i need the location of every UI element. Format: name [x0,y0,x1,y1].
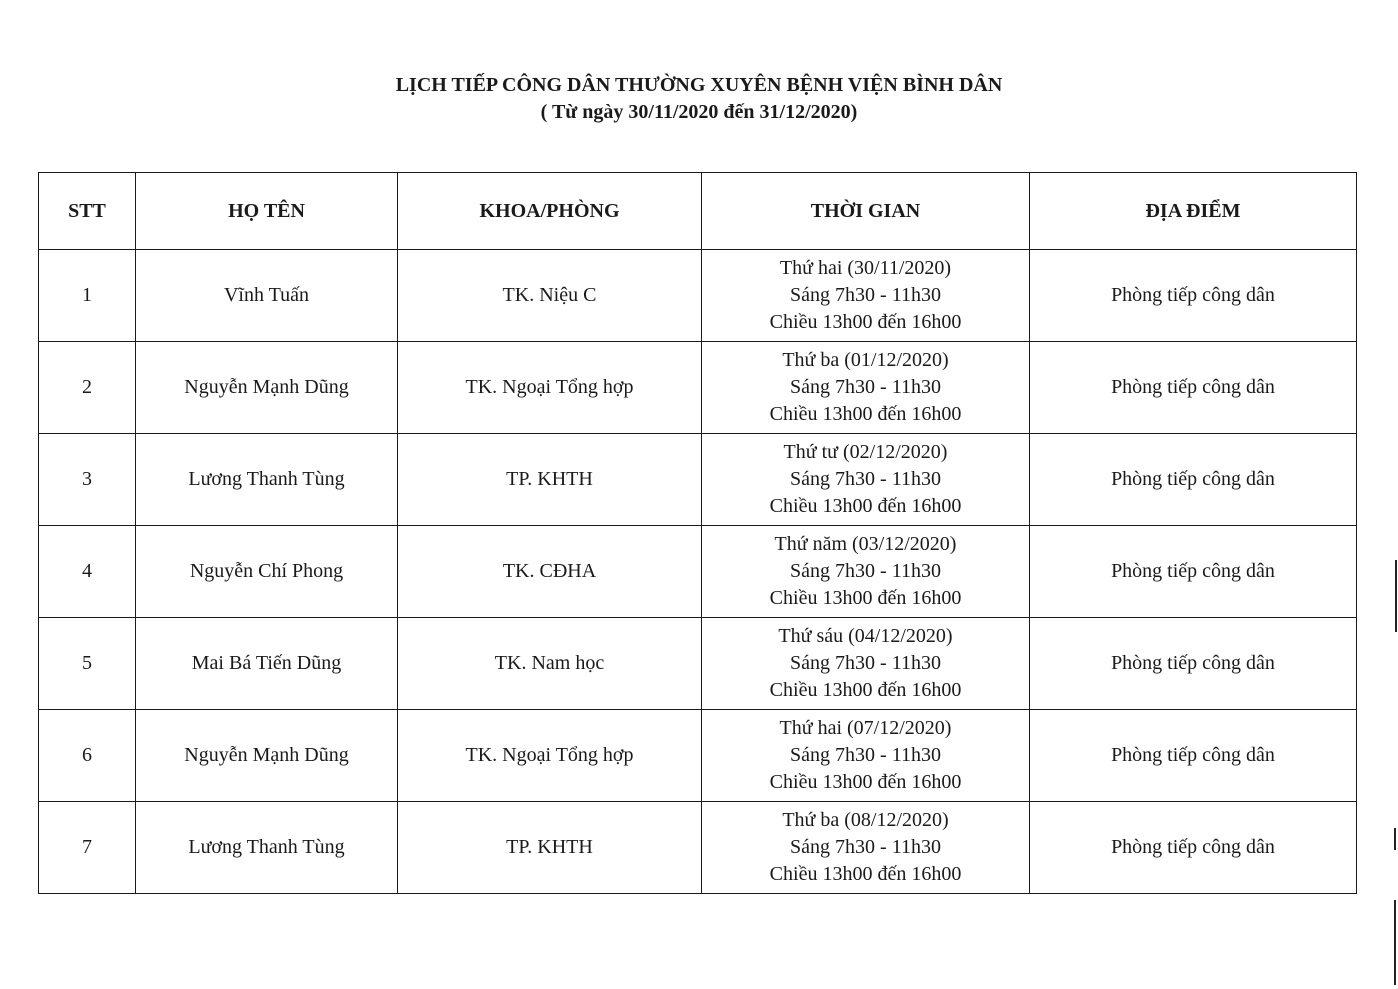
cell-stt: 1 [39,250,136,342]
time-afternoon: Chiều 13h00 đến 16h00 [769,771,962,793]
cell-time [702,802,1030,894]
schedule-table [38,172,1357,894]
time-day: Thứ tư (02/12/2020) [783,441,948,463]
cell-time [702,618,1030,710]
cell-stt: 3 [39,434,136,526]
time-morning: Sáng 7h30 - 11h30 [790,744,941,766]
cell-stt: 2 [39,342,136,434]
time-afternoon: Chiều 13h00 đến 16h00 [769,587,962,609]
table-row [39,434,1357,526]
time-day: Thứ hai (07/12/2020) [779,717,952,739]
cell-name: Mai Bá Tiến Dũng [136,618,398,710]
cell-name: Vĩnh Tuấn [136,250,398,342]
time-morning: Sáng 7h30 - 11h30 [790,836,941,858]
time-day: Thứ sáu (04/12/2020) [778,625,953,647]
cell-time [702,250,1030,342]
document-subtitle: ( Từ ngày 30/11/2020 đến 31/12/2020) [540,101,858,123]
header-department: KHOA/PHÒNG [398,173,702,250]
scan-edge-mark [1394,900,1396,985]
header-stt: STT [39,173,136,250]
table-row [39,802,1357,894]
time-afternoon: Chiều 13h00 đến 16h00 [769,403,962,425]
cell-department: TK. Nam học [398,618,702,710]
table-row [39,526,1357,618]
table-header-row [39,173,1357,250]
cell-department: TP. KHTH [398,434,702,526]
cell-location: Phòng tiếp công dân [1030,802,1357,894]
time-day: Thứ ba (08/12/2020) [782,809,949,831]
time-day: Thứ năm (03/12/2020) [774,533,957,555]
cell-name: Nguyễn Mạnh Dũng [136,710,398,802]
cell-location: Phòng tiếp công dân [1030,342,1357,434]
header-location: ĐỊA ĐIỂM [1030,173,1357,250]
table-row [39,342,1357,434]
cell-stt: 5 [39,618,136,710]
cell-stt: 7 [39,802,136,894]
scan-edge-mark [1394,828,1396,850]
time-day: Thứ ba (01/12/2020) [782,349,949,371]
time-morning: Sáng 7h30 - 11h30 [790,652,941,674]
time-morning: Sáng 7h30 - 11h30 [790,376,941,398]
cell-stt: 4 [39,526,136,618]
cell-time [702,434,1030,526]
time-morning: Sáng 7h30 - 11h30 [790,284,941,306]
table-row [39,710,1357,802]
table-row [39,618,1357,710]
cell-location: Phòng tiếp công dân [1030,710,1357,802]
time-morning: Sáng 7h30 - 11h30 [790,560,941,582]
cell-location: Phòng tiếp công dân [1030,250,1357,342]
time-afternoon: Chiều 13h00 đến 16h00 [769,679,962,701]
header-time: THỜI GIAN [702,173,1030,250]
time-morning: Sáng 7h30 - 11h30 [790,468,941,490]
cell-location: Phòng tiếp công dân [1030,526,1357,618]
cell-department: TK. Ngoại Tổng hợp [398,342,702,434]
time-afternoon: Chiều 13h00 đến 16h00 [769,495,962,517]
cell-location: Phòng tiếp công dân [1030,618,1357,710]
cell-department: TK. Niệu C [398,250,702,342]
cell-name: Nguyễn Mạnh Dũng [136,342,398,434]
time-afternoon: Chiều 13h00 đến 16h00 [769,863,962,885]
cell-time [702,710,1030,802]
scan-edge-mark [1395,560,1397,632]
document-title: LỊCH TIẾP CÔNG DÂN THƯỜNG XUYÊN BỆNH VIỆN BÌNH DÂN [395,74,1003,96]
cell-name: Nguyễn Chí Phong [136,526,398,618]
cell-time [702,342,1030,434]
cell-department: TK. Ngoại Tổng hợp [398,710,702,802]
time-afternoon: Chiều 13h00 đến 16h00 [769,311,962,333]
header-name: HỌ TÊN [136,173,398,250]
cell-location: Phòng tiếp công dân [1030,434,1357,526]
cell-department: TK. CĐHA [398,526,702,618]
cell-time [702,526,1030,618]
cell-name: Lương Thanh Tùng [136,434,398,526]
table-row [39,250,1357,342]
time-day: Thứ hai (30/11/2020) [779,257,952,279]
cell-department: TP. KHTH [398,802,702,894]
cell-stt: 6 [39,710,136,802]
cell-name: Lương Thanh Tùng [136,802,398,894]
